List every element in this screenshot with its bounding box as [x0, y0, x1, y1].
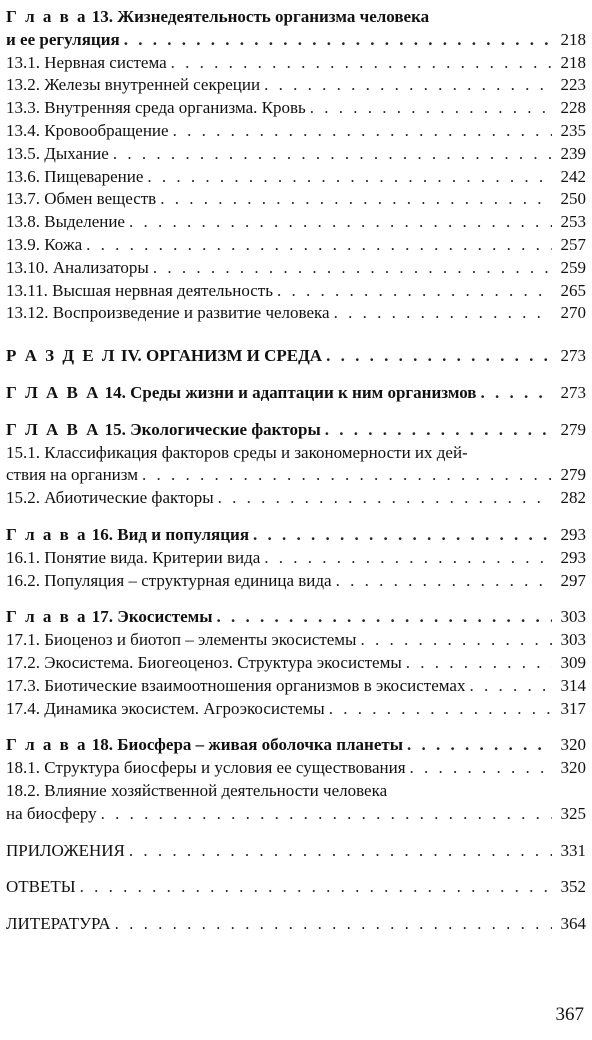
- page-ref: 265: [560, 280, 586, 300]
- chapter-label: Г л а в а: [6, 524, 88, 544]
- leader-dots: [407, 734, 552, 757]
- leader-dots: [86, 234, 552, 257]
- toc-entry-literature[interactable]: [6, 913, 586, 936]
- entry-title: 17.1. Биоценоз и биотоп – элементы экосистемы: [6, 630, 357, 650]
- chapter-13-heading: [6, 6, 586, 29]
- page-ref: 364: [560, 914, 586, 934]
- page-ref: 218: [560, 52, 586, 72]
- page-ref: 235: [560, 120, 586, 140]
- entry-title: 17.4. Динамика экосистем. Агроэкосистемы: [6, 698, 325, 718]
- chapter-label: Г л а в а: [6, 7, 88, 26]
- toc-entry[interactable]: [6, 120, 586, 143]
- entry-title-line: 15.1. Классификация факторов среды и закономерности их дей-: [6, 442, 468, 462]
- toc-entry-chapter-16[interactable]: [6, 524, 586, 547]
- leader-dots: [360, 629, 552, 652]
- page-ref: 270: [560, 303, 586, 323]
- page-ref: 279: [560, 465, 586, 485]
- leader-dots: [277, 280, 552, 303]
- toc-entry[interactable]: [6, 629, 586, 652]
- chapter-heading: [6, 734, 403, 757]
- toc-entry[interactable]: [6, 302, 586, 325]
- section-title: IV. ОРГАНИЗМ И СРЕДА: [120, 346, 323, 366]
- page-ref: 250: [560, 189, 586, 209]
- chapter-heading: [6, 419, 321, 442]
- entry-title: 13.6. Пищеварение: [6, 166, 144, 186]
- page-ref: 218: [560, 29, 586, 49]
- leader-dots: [406, 652, 552, 675]
- page-ref: 325: [560, 803, 586, 823]
- page-ref: 228: [560, 98, 586, 118]
- toc-entry[interactable]: [6, 211, 586, 234]
- toc-entry[interactable]: [6, 188, 586, 211]
- page-ref: 320: [560, 735, 586, 755]
- entry-title: ОТВЕТЫ: [6, 877, 76, 897]
- leader-dots: [264, 547, 552, 570]
- entry-title: 13.4. Кровообращение: [6, 120, 169, 140]
- leader-dots: [480, 382, 552, 405]
- entry-title: ствия на организм: [6, 465, 139, 485]
- entry-title: 13.10. Анализаторы: [6, 257, 149, 277]
- chapter-title: 17. Экосистемы: [91, 607, 213, 627]
- toc-entry-section-4[interactable]: [6, 345, 586, 368]
- section-label: Р А З Д Е Л: [6, 346, 117, 366]
- entry-title: 13.9. Кожа: [6, 234, 83, 254]
- leader-dots: [325, 419, 552, 442]
- page-number: 367: [555, 1004, 584, 1025]
- entry-title-line: 18.2. Влияние хозяйственной деятельности человека: [6, 780, 388, 800]
- entry-title: 13.1. Нервная система: [6, 52, 167, 72]
- chapter-title: 13. Жизнедеятельность организма человека: [91, 7, 430, 26]
- leader-dots: [173, 120, 552, 143]
- chapter-heading: [6, 382, 476, 405]
- toc-entry[interactable]: [6, 74, 586, 97]
- entry-title: 13.12. Воспроизведение и развитие человека: [6, 303, 330, 323]
- page-ref: 320: [560, 758, 586, 778]
- toc-entry-chapter-14[interactable]: [6, 382, 586, 405]
- chapter-label: Г Л А В А: [6, 419, 101, 439]
- toc-entry[interactable]: [6, 280, 586, 303]
- leader-dots: [410, 757, 552, 780]
- toc-entry[interactable]: [6, 143, 586, 166]
- toc-entry[interactable]: [6, 570, 586, 593]
- chapter-title: 14. Среды жизни и адаптации к ним организмов: [104, 382, 477, 402]
- page-ref: 303: [560, 607, 586, 627]
- entry-title: 18.1. Структура биосферы и условия ее существования: [6, 758, 406, 778]
- page-ref: 253: [560, 212, 586, 232]
- chapter-heading: [6, 606, 213, 629]
- page-ref: 314: [560, 675, 586, 695]
- chapter-title: 18. Биосфера – живая оболочка планеты: [91, 735, 403, 755]
- leader-dots: [147, 166, 552, 189]
- leader-dots: [326, 345, 552, 368]
- leader-dots: [334, 302, 552, 325]
- toc-entry-chapter-17[interactable]: [6, 606, 586, 629]
- leader-dots: [142, 464, 552, 487]
- toc-entry[interactable]: [6, 652, 586, 675]
- page-ref: 223: [560, 75, 586, 95]
- page-ref: 239: [560, 143, 586, 163]
- entry-title: на биосферу: [6, 803, 97, 823]
- toc-entry[interactable]: [6, 803, 586, 826]
- entry-title: 13.11. Высшая нервная деятельность: [6, 280, 273, 300]
- entry-title: ЛИТЕРАТУРА: [6, 914, 111, 934]
- section-heading: [6, 345, 322, 368]
- entry-title: 13.2. Железы внутренней секреции: [6, 75, 261, 95]
- page-ref: 297: [560, 570, 586, 590]
- toc-entry-chapter-15[interactable]: [6, 419, 586, 442]
- toc-entry[interactable]: [6, 234, 586, 257]
- page-ref: 293: [560, 524, 586, 544]
- chapter-label: Г л а в а: [6, 735, 88, 755]
- toc-entry[interactable]: [6, 757, 586, 780]
- table-of-contents: [6, 6, 586, 936]
- leader-dots: [129, 211, 552, 234]
- page-ref: 317: [560, 698, 586, 718]
- leader-dots: [253, 524, 552, 547]
- entry-title: 17.2. Экосистема. Биогеоценоз. Структура экосистемы: [6, 652, 402, 672]
- leader-dots: [160, 188, 552, 211]
- leader-dots: [115, 913, 552, 936]
- entry-title: 16.1. Понятие вида. Критерии вида: [6, 547, 261, 567]
- leader-dots: [153, 257, 552, 280]
- leader-dots: [469, 675, 552, 698]
- page-ref: 282: [560, 488, 586, 508]
- leader-dots: [336, 570, 552, 593]
- toc-entry-appendices[interactable]: [6, 840, 586, 863]
- chapter-title-cont: и ее регуляция: [6, 29, 120, 49]
- leader-dots: [101, 803, 552, 826]
- entry-title: 13.5. Дыхание: [6, 143, 109, 163]
- page-ref: 242: [560, 166, 586, 186]
- toc-entry-chapter-18[interactable]: [6, 734, 586, 757]
- page-ref: 273: [560, 382, 586, 402]
- toc-entry[interactable]: [6, 97, 586, 120]
- page-ref: 293: [560, 547, 586, 567]
- page-ref: 309: [560, 652, 586, 672]
- page-ref: 273: [560, 346, 586, 366]
- leader-dots: [264, 74, 552, 97]
- leader-dots: [310, 97, 552, 120]
- toc-entry-answers[interactable]: [6, 876, 586, 899]
- toc-entry[interactable]: [6, 487, 586, 510]
- leader-dots: [80, 876, 552, 899]
- chapter-title: 16. Вид и популяция: [91, 524, 250, 544]
- leader-dots: [113, 143, 552, 166]
- page-ref: 257: [560, 234, 586, 254]
- chapter-title: 15. Экологические факторы: [104, 419, 321, 439]
- leader-dots: [217, 606, 552, 629]
- toc-entry[interactable]: [6, 257, 586, 280]
- toc-entry[interactable]: [6, 166, 586, 189]
- page-ref: 303: [560, 630, 586, 650]
- entry-title: 13.8. Выделение: [6, 212, 125, 232]
- toc-entry[interactable]: [6, 464, 586, 487]
- toc-entry[interactable]: [6, 29, 586, 52]
- entry-title: 17.3. Биотические взаимоотношения организмов в экосистемах: [6, 675, 466, 695]
- toc-entry[interactable]: [6, 698, 586, 721]
- page-ref: 259: [560, 257, 586, 277]
- entry-title: 13.7. Обмен веществ: [6, 189, 157, 209]
- entry-title: 13.3. Внутренняя среда организма. Кровь: [6, 98, 306, 118]
- page-ref: 279: [560, 419, 586, 439]
- page-ref: 331: [560, 840, 586, 860]
- entry-title: 16.2. Популяция – структурная единица вида: [6, 570, 332, 590]
- page-ref: 352: [560, 877, 586, 897]
- leader-dots: [218, 487, 552, 510]
- chapter-label: Г л а в а: [6, 607, 88, 627]
- toc-entry[interactable]: [6, 547, 586, 570]
- entry-title: 15.2. Абиотические факторы: [6, 488, 214, 508]
- entry-title: ПРИЛОЖЕНИЯ: [6, 840, 125, 860]
- toc-entry[interactable]: [6, 675, 586, 698]
- chapter-label: Г Л А В А: [6, 382, 101, 402]
- leader-dots: [171, 52, 552, 75]
- toc-entry[interactable]: [6, 52, 586, 75]
- leader-dots: [329, 698, 552, 721]
- leader-dots: [124, 29, 552, 52]
- leader-dots: [129, 840, 552, 863]
- chapter-heading: [6, 524, 249, 547]
